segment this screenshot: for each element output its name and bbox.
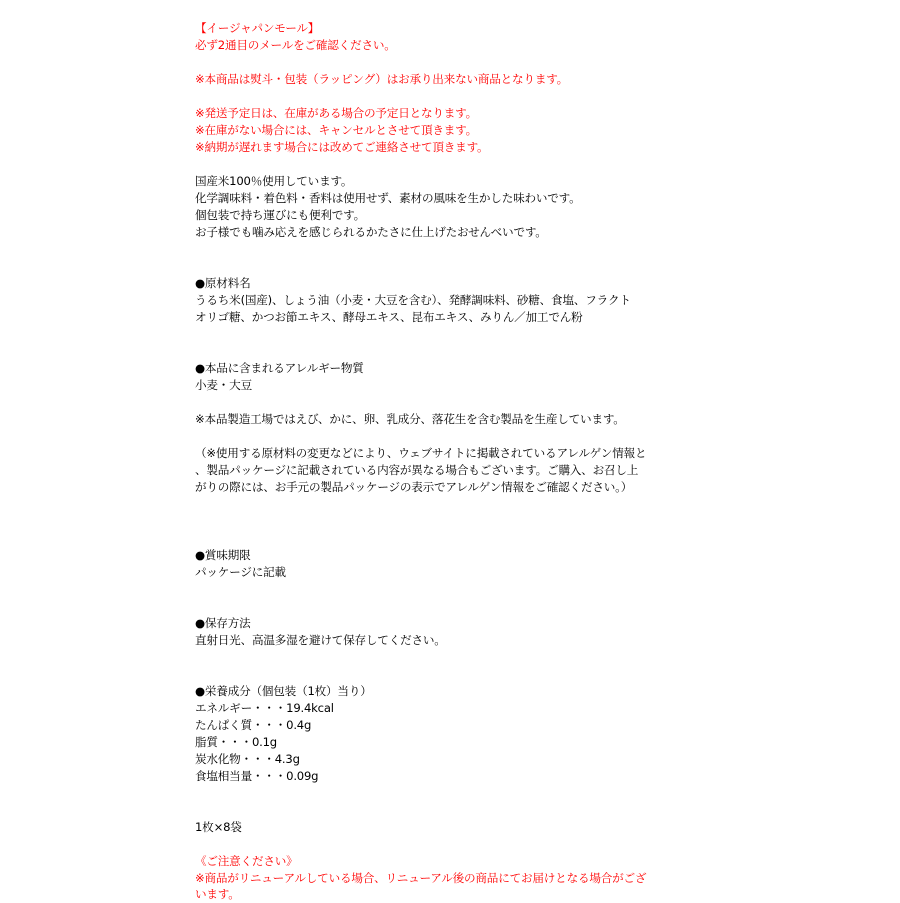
factory-notice: ※本品製造工場ではえび、かに、卵、乳成分、落花生を含む製品を生産しています。 (195, 412, 625, 426)
nutrition-row: 食塩相当量・・・0.09g (195, 769, 319, 783)
allergy-items: 小麦・大豆 (195, 378, 252, 392)
wrapping-notice: ※本商品は熨斗・包装（ラッピング）はお承り出来ない商品となります。 (195, 72, 569, 86)
email-notice: 必ず2通目のメールをご確認ください。 (195, 38, 396, 52)
nutrition-row: たんぱく質・・・0.4g (195, 718, 312, 732)
shop-name: 【イージャパンモール】 (195, 21, 320, 35)
allergy-disclaimer-line: 、製品パッケージに記載されている内容が異なる場合もございます。ご購入、お召し上 (195, 463, 639, 477)
shipping-notice-3: ※納期が遅れます場合には改めてご連絡させて頂きます。 (195, 140, 489, 154)
description-line: お子様でも噛み応えを感じられるかたさに仕上げたおせんべいです。 (195, 225, 547, 239)
allergy-disclaimer-line: （※使用する原材料の変更などにより、ウェブサイトに掲載されているアレルゲン情報と (195, 446, 647, 460)
shipping-notice-2: ※在庫がない場合には、キャンセルとさせて頂きます。 (195, 123, 478, 137)
caution-heading: 《ご注意ください》 (195, 854, 298, 868)
ingredients-line: うるち米(国産)、しょう油（小麦・大豆を含む）、発酵調味料、砂糖、食塩、フラクト (195, 293, 631, 307)
ingredients-heading: ●原材料名 (195, 276, 251, 290)
caution-line: ※商品がリニューアルしている場合、リニューアル後の商品にてお届けとなる場合がござ (195, 871, 647, 885)
best-before-value: パッケージに記載 (195, 565, 286, 579)
description-line: 化学調味料・着色料・香料は使用せず、素材の風味を生かした味わいです。 (195, 191, 581, 205)
allergy-disclaimer-line: がりの際には、お手元の製品パッケージの表示でアレルゲン情報をご確認ください。） (195, 480, 633, 494)
nutrition-row: 脂質・・・0.1g (195, 735, 277, 749)
nutrition-heading: ●栄養成分（個包装（1枚）当り） (195, 684, 372, 698)
description-line: 国産米100％使用しています。 (195, 174, 353, 188)
caution-line: います。 (195, 887, 240, 901)
nutrition-row: エネルギー・・・19.4kcal (195, 701, 334, 715)
shipping-notice-1: ※発送予定日は、在庫がある場合の予定日となります。 (195, 106, 478, 120)
description-line: 個包装で持ち運びにも便利です。 (195, 208, 365, 222)
ingredients-line: オリゴ糖、かつお節エキス、酵母エキス、昆布エキス、みりん／加工でん粉 (195, 310, 583, 324)
allergy-heading: ●本品に含まれるアレルギー物質 (195, 361, 364, 375)
best-before-heading: ●賞味期限 (195, 548, 251, 562)
storage-value: 直射日光、高温多湿を避けて保存してください。 (195, 633, 446, 647)
quantity: 1枚×8袋 (195, 820, 242, 834)
nutrition-row: 炭水化物・・・4.3g (195, 752, 300, 766)
storage-heading: ●保存方法 (195, 616, 251, 630)
